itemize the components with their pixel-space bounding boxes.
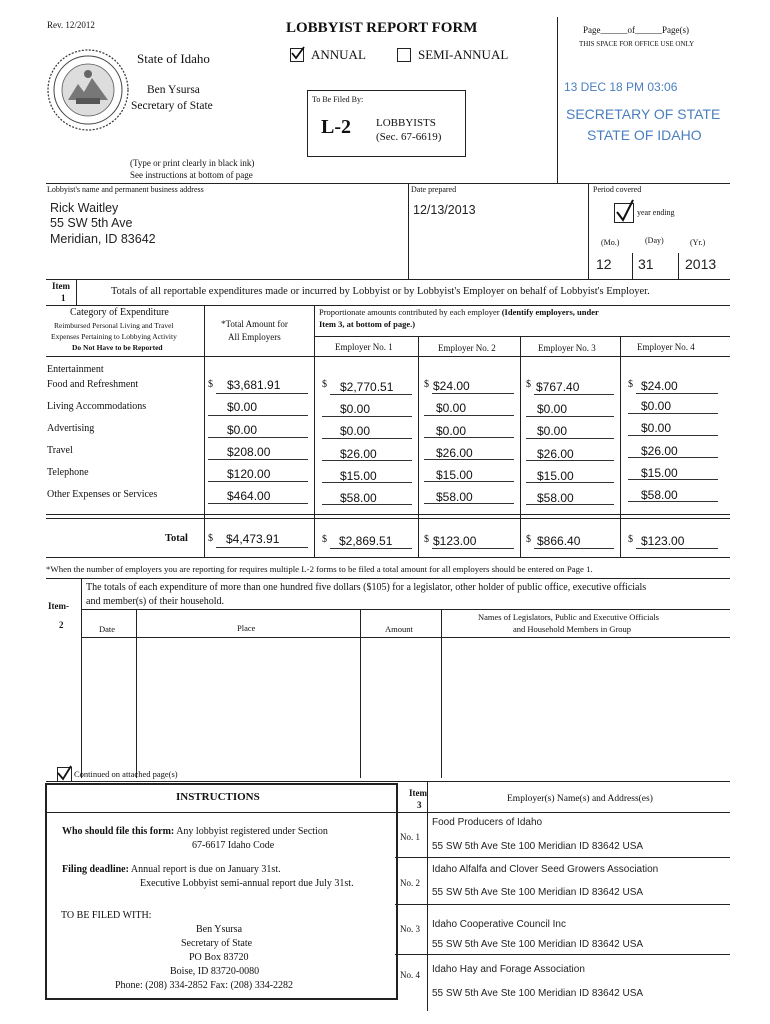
item2-col-amount: Amount bbox=[385, 624, 413, 634]
dollar-sign: $ bbox=[208, 533, 213, 544]
total-amount[interactable]: $866.40 bbox=[537, 534, 581, 548]
lobbyist-name[interactable]: Rick Waitley bbox=[50, 201, 119, 215]
date-prepared-label: Date prepared bbox=[411, 185, 457, 194]
amount-cell[interactable]: $120.00 bbox=[227, 467, 271, 481]
dollar-sign: $ bbox=[208, 379, 213, 390]
amount-cell[interactable]: $0.00 bbox=[537, 402, 568, 416]
row-label-food: Food and Refreshment bbox=[47, 379, 139, 390]
dollar-sign: $ bbox=[628, 534, 633, 545]
total-amount[interactable]: $123.00 bbox=[433, 534, 477, 548]
year-ending-label: year ending bbox=[637, 208, 675, 217]
employer-address[interactable]: 55 SW 5th Ave Ste 100 Meridian ID 83642 USA bbox=[432, 988, 644, 999]
employer-number: No. 1 bbox=[400, 832, 420, 842]
total-label: Total bbox=[165, 533, 188, 544]
amount-cell[interactable]: $58.00 bbox=[537, 491, 574, 505]
item2-col-date: Date bbox=[99, 624, 116, 634]
office-use-label: THIS SPACE FOR OFFICE USE ONLY bbox=[579, 40, 695, 48]
form-title: LOBBYIST REPORT FORM bbox=[286, 20, 478, 36]
total-amount[interactable]: $2,869.51 bbox=[339, 534, 393, 548]
amount-cell[interactable]: $3,681.91 bbox=[227, 378, 281, 392]
employer-name[interactable]: Idaho Cooperative Council Inc bbox=[432, 919, 566, 930]
amount-cell[interactable]: $58.00 bbox=[436, 490, 473, 504]
revision-label: Rev. 12/2012 bbox=[47, 20, 95, 30]
proportionate-header: Proportionate amounts contributed by each employer (Identify employers, under bbox=[319, 307, 599, 317]
amount-cell[interactable]: $58.00 bbox=[340, 491, 377, 505]
item1-number: 1 bbox=[61, 293, 66, 303]
filed-with-title: Secretary of State bbox=[181, 938, 253, 949]
check-icon bbox=[290, 45, 306, 61]
dollar-sign: $ bbox=[526, 534, 531, 545]
amount-cell[interactable]: $0.00 bbox=[227, 400, 258, 414]
instructions-note: See instructions at bottom of page bbox=[130, 170, 253, 180]
employer-address[interactable]: 55 SW 5th Ave Ste 100 Meridian ID 83642 USA bbox=[432, 841, 644, 852]
filing-stamp-time: 13 DEC 18 PM 03:06 bbox=[564, 80, 678, 94]
who-should-file: Who should file this form: Any lobbyist registered under Section bbox=[62, 826, 328, 837]
employer-col-2: Employer No. 2 bbox=[438, 343, 496, 353]
amount-cell[interactable]: $24.00 bbox=[433, 379, 470, 393]
day-label: (Day) bbox=[645, 236, 664, 245]
total-header1: *Total Amount for bbox=[221, 319, 288, 329]
employer-number: No. 3 bbox=[400, 924, 420, 934]
amount-cell[interactable]: $58.00 bbox=[641, 488, 678, 502]
amount-cell[interactable]: $0.00 bbox=[340, 424, 371, 438]
item2-col-names2: and Household Members in Group bbox=[513, 624, 632, 634]
annual-label: ANNUAL bbox=[311, 47, 366, 62]
dollar-sign: $ bbox=[628, 379, 633, 390]
filed-with-name: Ben Ysursa bbox=[196, 924, 243, 935]
form-for: LOBBYISTS bbox=[376, 117, 436, 129]
filed-with-city: Boise, ID 83720-0080 bbox=[170, 966, 260, 977]
period-month[interactable]: 12 bbox=[596, 256, 612, 272]
filing-deadline: Filing deadline: Annual report is due on January 31st. bbox=[62, 864, 281, 875]
filing-stamp-line1: SECRETARY OF STATE bbox=[566, 106, 721, 122]
filing-stamp-line2: STATE OF IDAHO bbox=[587, 127, 702, 143]
item1-heading: Totals of all reportable expenditures made or incurred by Lobbyist or by Lobbyist's Employer on behalf of Lobbyist's Employer. bbox=[111, 286, 650, 297]
row-label-living: Living Accommodations bbox=[47, 401, 147, 412]
check-icon bbox=[614, 198, 636, 224]
lobbyist-city[interactable]: Meridian, ID 83642 bbox=[50, 232, 156, 246]
amount-cell[interactable]: $0.00 bbox=[340, 402, 371, 416]
form-section: (Sec. 67-6619) bbox=[376, 131, 442, 143]
item3-number: 3 bbox=[417, 800, 422, 810]
employer-name[interactable]: Food Producers of Idaho bbox=[432, 817, 543, 828]
amount-cell[interactable]: $0.00 bbox=[227, 423, 258, 437]
employer-number: No. 4 bbox=[400, 970, 420, 980]
to-be-filed-by-label: To Be Filed By: bbox=[312, 95, 364, 104]
continued-label: Continued on attached page(s) bbox=[74, 769, 178, 779]
employer-footnote: *When the number of employers you are reporting for requires multiple L-2 forms to be filed a total amount for all employers should be entered on Page 1. bbox=[46, 564, 593, 574]
employer-number: No. 2 bbox=[400, 878, 420, 888]
semi-annual-checkbox[interactable] bbox=[397, 48, 411, 62]
item3-label: Item bbox=[409, 788, 427, 798]
row-label-travel: Travel bbox=[47, 445, 73, 456]
item2-label: Item- bbox=[48, 601, 69, 611]
check-icon bbox=[56, 764, 74, 782]
amount-cell[interactable]: $208.00 bbox=[227, 445, 271, 459]
amount-cell[interactable]: $26.00 bbox=[641, 444, 678, 458]
lobbyist-name-label: Lobbyist's name and permanent business address bbox=[47, 185, 204, 194]
lobbyist-street[interactable]: 55 SW 5th Ave bbox=[50, 216, 133, 230]
ink-note: (Type or print clearly in black ink) bbox=[130, 158, 255, 168]
employer-name[interactable]: Idaho Alfalfa and Clover Seed Growers Association bbox=[432, 864, 659, 875]
total-amount[interactable]: $123.00 bbox=[641, 534, 685, 548]
filed-with-label: TO BE FILED WITH: bbox=[61, 910, 152, 921]
category-note3: Do Not Have to be Reported bbox=[72, 343, 163, 352]
state-name: State of Idaho bbox=[137, 51, 210, 66]
employer-address[interactable]: 55 SW 5th Ave Ste 100 Meridian ID 83642 USA bbox=[432, 939, 644, 950]
employer-col-1: Employer No. 1 bbox=[335, 342, 393, 352]
period-day[interactable]: 31 bbox=[638, 256, 654, 272]
amount-cell[interactable]: $26.00 bbox=[537, 447, 574, 461]
state-seal-icon bbox=[46, 48, 130, 132]
semi-annual-label: SEMI-ANNUAL bbox=[418, 47, 509, 62]
dollar-sign: $ bbox=[526, 379, 531, 390]
amount-cell[interactable]: $0.00 bbox=[436, 401, 467, 415]
total-header2: All Employers bbox=[228, 332, 281, 342]
secretary-title: Secretary of State bbox=[131, 100, 213, 112]
row-label-telephone: Telephone bbox=[47, 467, 89, 478]
amount-cell[interactable]: $26.00 bbox=[436, 446, 473, 460]
period-year[interactable]: 2013 bbox=[685, 256, 717, 272]
period-covered-label: Period covered bbox=[593, 185, 642, 194]
instructions-title: INSTRUCTIONS bbox=[176, 791, 260, 803]
entertainment-label: Entertainment bbox=[47, 364, 104, 375]
employer-address[interactable]: 55 SW 5th Ave Ste 100 Meridian ID 83642 USA bbox=[432, 887, 644, 898]
item2-col-place: Place bbox=[237, 623, 256, 633]
category-note2: Expenses Pertaining to Lobbying Activity bbox=[51, 332, 177, 341]
category-title: Category of Expenditure bbox=[70, 307, 169, 318]
amount-cell[interactable]: $0.00 bbox=[641, 399, 672, 413]
filed-with-pobox: PO Box 83720 bbox=[189, 952, 249, 963]
amount-cell[interactable]: $15.00 bbox=[641, 466, 678, 480]
item2-number: 2 bbox=[59, 620, 64, 630]
employer-col-4: Employer No. 4 bbox=[637, 342, 695, 352]
employer-col-3: Employer No. 3 bbox=[538, 343, 596, 353]
form-code: L-2 bbox=[321, 116, 351, 138]
item1-label: Item bbox=[52, 281, 70, 291]
amount-cell[interactable]: $2,770.51 bbox=[340, 380, 394, 394]
dollar-sign: $ bbox=[322, 379, 327, 390]
secretary-name: Ben Ysursa bbox=[147, 84, 200, 96]
dollar-sign: $ bbox=[424, 379, 429, 390]
amount-cell[interactable]: $767.40 bbox=[536, 380, 580, 394]
amount-cell[interactable]: $464.00 bbox=[227, 489, 271, 503]
filing-deadline-semi: Executive Lobbyist semi-annual report due July 31st. bbox=[140, 878, 354, 889]
item2-heading2: and member(s) of their household. bbox=[86, 596, 225, 607]
amount-cell[interactable]: $15.00 bbox=[537, 469, 574, 483]
row-label-advertising: Advertising bbox=[47, 423, 95, 434]
amount-cell[interactable]: $0.00 bbox=[436, 424, 467, 438]
amount-cell[interactable]: $24.00 bbox=[641, 379, 678, 393]
item2-col-names: Names of Legislators, Public and Executive Officials bbox=[478, 612, 659, 622]
dollar-sign: $ bbox=[424, 534, 429, 545]
month-label: (Mo.) bbox=[601, 238, 620, 247]
amount-cell[interactable]: $15.00 bbox=[340, 469, 377, 483]
page-count-label: Page______of______Page(s) bbox=[583, 25, 689, 35]
item2-heading: The totals of each expenditure of more than one hundred five dollars ($105) for a legislator, other holder of public office, executive officials bbox=[86, 582, 647, 593]
amount-cell[interactable]: $26.00 bbox=[340, 447, 377, 461]
employer-name[interactable]: Idaho Hay and Forage Association bbox=[432, 964, 585, 975]
category-note1: Reimbursed Personal Living and Travel bbox=[54, 321, 174, 330]
date-prepared-value[interactable]: 12/13/2013 bbox=[413, 203, 476, 217]
total-amount[interactable]: $4,473.91 bbox=[226, 532, 280, 546]
year-label: (Yr.) bbox=[690, 238, 706, 247]
filed-with-phone: Phone: (208) 334-2852 Fax: (208) 334-2282 bbox=[115, 980, 294, 991]
who-should-file-code: 67-6617 Idaho Code bbox=[192, 840, 275, 851]
row-label-other: Other Expenses or Services bbox=[47, 489, 158, 500]
amount-cell[interactable]: $0.00 bbox=[537, 424, 568, 438]
amount-cell[interactable]: $15.00 bbox=[436, 468, 473, 482]
proportionate-header2: Item 3, at bottom of page.) bbox=[319, 319, 416, 329]
amount-cell[interactable]: $0.00 bbox=[641, 421, 672, 435]
dollar-sign: $ bbox=[322, 534, 327, 545]
item3-heading: Employer(s) Name(s) and Address(es) bbox=[507, 794, 653, 804]
